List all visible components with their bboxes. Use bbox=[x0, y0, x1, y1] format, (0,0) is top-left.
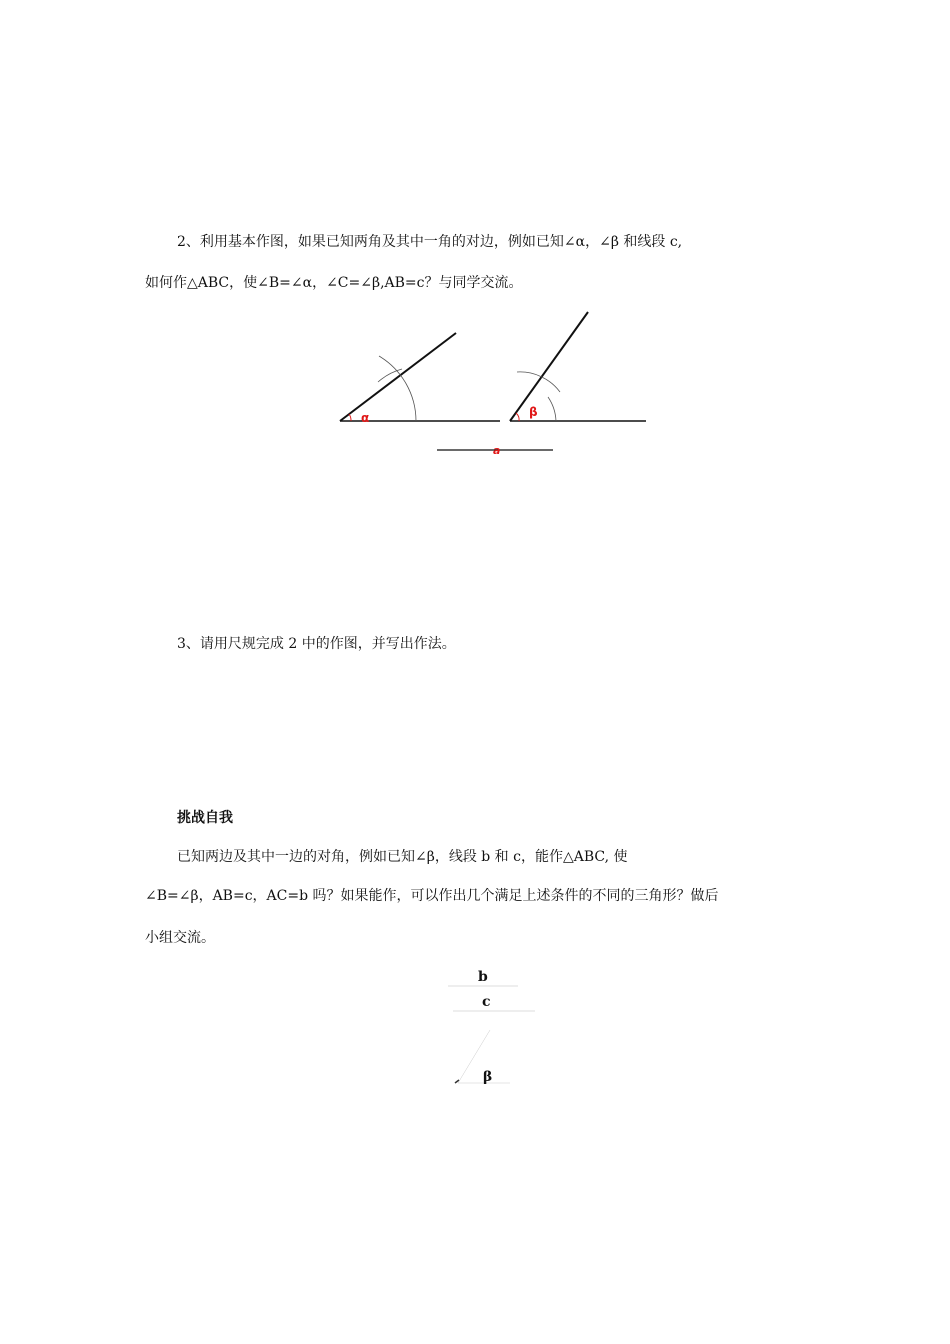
challenge-line2: ∠B=∠β，AB=c，AC=b 吗？如果能作，可以作出几个满足上述条件的不同的三角形？做后 bbox=[145, 888, 719, 904]
angle-beta-2-figure bbox=[455, 1030, 510, 1085]
segment-b-label: b bbox=[478, 969, 488, 985]
challenge-line1: 已知两边及其中一边的对角，例如已知∠β，线段 b 和 c，能作△ABC, 使 bbox=[177, 849, 628, 865]
section2-line2: 如何作△ABC，使∠B=∠α，∠C=∠β,AB=c？与同学交流。 bbox=[145, 275, 523, 291]
segment-c-label: c bbox=[482, 994, 491, 1010]
alpha-label: α bbox=[361, 411, 370, 425]
challenge-heading: 挑战自我 bbox=[177, 810, 233, 826]
segment-b-figure bbox=[448, 969, 518, 986]
section2-line1: 2、利用基本作图，如果已知两角及其中一角的对边，例如已知∠α，∠β 和线段 c, bbox=[177, 234, 683, 250]
segment-c-figure bbox=[453, 994, 535, 1011]
beta-2-label: β bbox=[483, 1069, 493, 1085]
beta-label: β bbox=[529, 405, 538, 419]
section3-line1: 3、请用尺规完成 2 中的作图，并写出作法。 bbox=[177, 636, 456, 652]
challenge-line3: 小组交流。 bbox=[145, 930, 215, 946]
segment-a-label: a bbox=[493, 444, 501, 457]
